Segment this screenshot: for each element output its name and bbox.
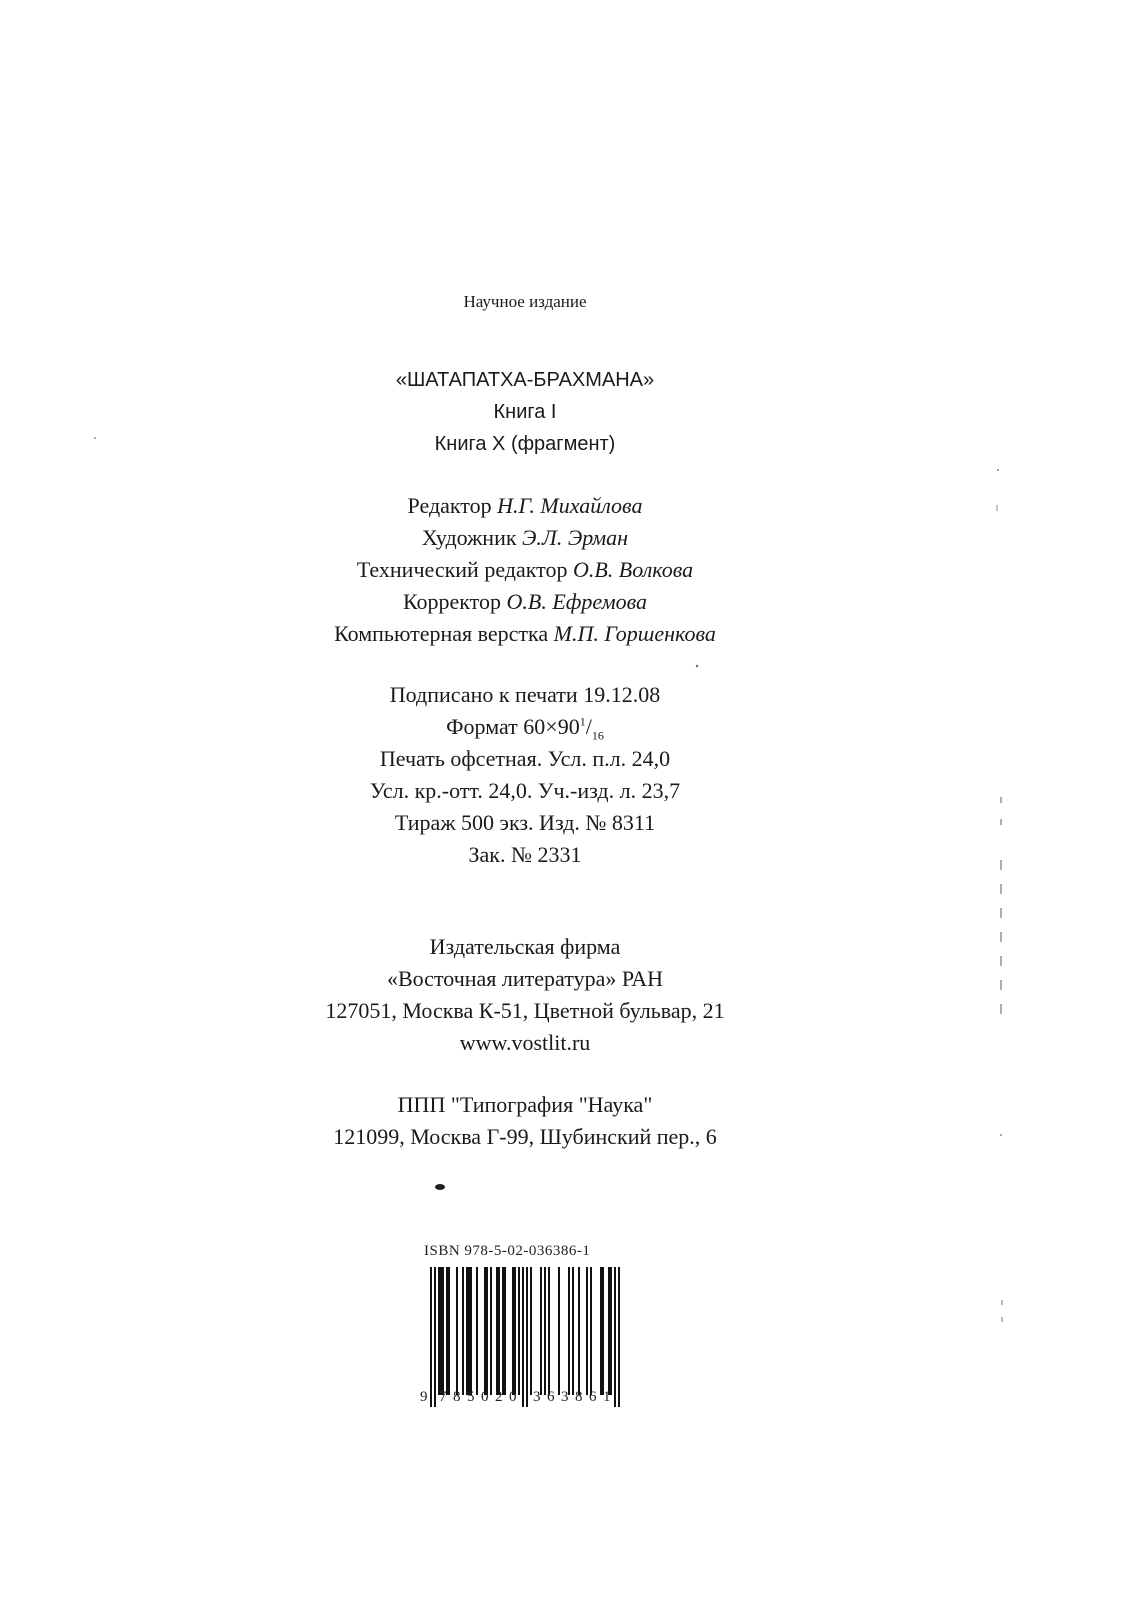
publisher-address: 127051, Москва К-51, Цветной бульвар, 21 (325, 998, 725, 1023)
format-prefix: Формат 60×90 (446, 714, 580, 739)
barcode-bar (430, 1267, 432, 1407)
barcode-bar (504, 1267, 506, 1395)
barcode-bar (518, 1267, 520, 1395)
barcode-bar (486, 1267, 488, 1395)
format-numerator: 1 (579, 714, 586, 729)
credit-role: Редактор (407, 493, 492, 518)
barcode-bar (448, 1267, 450, 1395)
publisher-name: «Восточная литература» РАН (386, 966, 664, 991)
printer-name: ППП "Типография "Наука" (397, 1092, 653, 1117)
barcode-bar (434, 1267, 436, 1407)
credit-role: Художник (421, 525, 517, 550)
barcode-digit: 1 (603, 1389, 611, 1405)
barcode-bar (462, 1267, 464, 1395)
barcode-bar (608, 1267, 610, 1395)
credit-role: Технический редактор (356, 557, 568, 582)
paper-format: Формат $60\times 90^1/_{16}$ (446, 714, 604, 743)
print-run: Тираж 500 экз. Изд. № 8311 (394, 810, 656, 835)
barcode-bar (548, 1267, 550, 1395)
book-volume-10: Книга X (фрагмент) (434, 433, 616, 455)
credit-name: О.В. Волкова (572, 557, 694, 582)
barcode-bar (526, 1267, 528, 1407)
publisher-label: Издательская фирма (429, 934, 621, 959)
barcode-bar (484, 1267, 486, 1395)
book-volume-1: Книга I (493, 401, 557, 423)
barcode-digit: 8 (575, 1389, 583, 1405)
printer-address: 121099, Москва Г-99, Шубинский пер., 6 (333, 1124, 717, 1149)
barcode-bar (514, 1267, 516, 1395)
edition-type: Научное издание (463, 292, 587, 311)
format-denominator: 16 (591, 728, 604, 743)
credit-editor (0, 492, 1050, 520)
barcode-digit: 6 (589, 1389, 597, 1405)
barcode-digit: 8 (453, 1389, 461, 1405)
barcode-bar (614, 1267, 616, 1407)
barcode-digit: 0 (481, 1389, 489, 1405)
barcode-bar (602, 1267, 604, 1395)
signed-to-print: Подписано к печати 19.12.08 (389, 682, 661, 707)
credit-role: Компьютерная верстка (334, 621, 549, 646)
credit-tech-editor (0, 556, 1050, 584)
order-number: Зак. № 2331 (468, 842, 582, 867)
print-type: Печать офсетная. Усл. п.л. 24,0 (379, 746, 671, 771)
barcode-bar (522, 1267, 524, 1407)
barcode-bar (490, 1267, 492, 1395)
barcode-bar (610, 1267, 612, 1395)
barcode-bar (544, 1267, 546, 1395)
credit-name: О.В. Ефремова (506, 589, 648, 614)
barcode-digit: 3 (533, 1389, 541, 1405)
barcode-bar (512, 1267, 514, 1395)
barcode-bar (456, 1267, 458, 1395)
barcode-bar (600, 1267, 602, 1395)
barcode-digit: 7 (439, 1389, 447, 1405)
barcode-digit: 6 (547, 1389, 555, 1405)
credit-proofreader (0, 588, 1050, 616)
barcode-bar (440, 1267, 442, 1395)
barcode-bar (540, 1267, 542, 1395)
barcode-bar (568, 1267, 570, 1395)
barcode-bar (502, 1267, 504, 1395)
barcode-digit: 5 (467, 1389, 475, 1405)
barcode-digit: 0 (509, 1389, 517, 1405)
barcode-bar (466, 1267, 468, 1395)
credit-role: Корректор (402, 589, 502, 614)
credit-name: М.П. Горшенкова (553, 621, 716, 646)
credit-layout (0, 620, 1050, 648)
barcode-bar (590, 1267, 592, 1395)
isbn-barcode (420, 1267, 620, 1407)
barcode-bar (470, 1267, 472, 1395)
barcode-digit: 3 (561, 1389, 569, 1405)
book-title: «ШАТАПАТХА-БРАХМАНА» (395, 369, 655, 391)
barcode-bar (498, 1267, 500, 1395)
barcode-bar (476, 1267, 478, 1395)
publisher-website: www.vostlit.ru (459, 1030, 591, 1055)
barcode-bar (586, 1267, 588, 1395)
credit-name: Н.Г. Михайлова (497, 493, 643, 518)
barcode-digit: 2 (495, 1389, 503, 1405)
print-sheets: Усл. кр.-отт. 24,0. Уч.-изд. л. 23,7 (369, 778, 681, 803)
isbn-label: ISBN 978-5-02-036386-1 (424, 1243, 591, 1259)
barcode-bar (572, 1267, 574, 1395)
barcode-bar (618, 1267, 620, 1407)
barcode-bar (496, 1267, 498, 1395)
credit-artist (0, 524, 1050, 552)
barcode-bar (468, 1267, 470, 1395)
barcode-bar (578, 1267, 580, 1395)
barcode-bar (558, 1267, 560, 1395)
credit-name: Э.Л. Эрман (522, 525, 629, 550)
barcode-digit: 9 (420, 1389, 428, 1405)
barcode-bar (530, 1267, 532, 1395)
barcode-bar (442, 1267, 444, 1395)
barcode-bar (446, 1267, 448, 1395)
barcode-bar (438, 1267, 440, 1395)
